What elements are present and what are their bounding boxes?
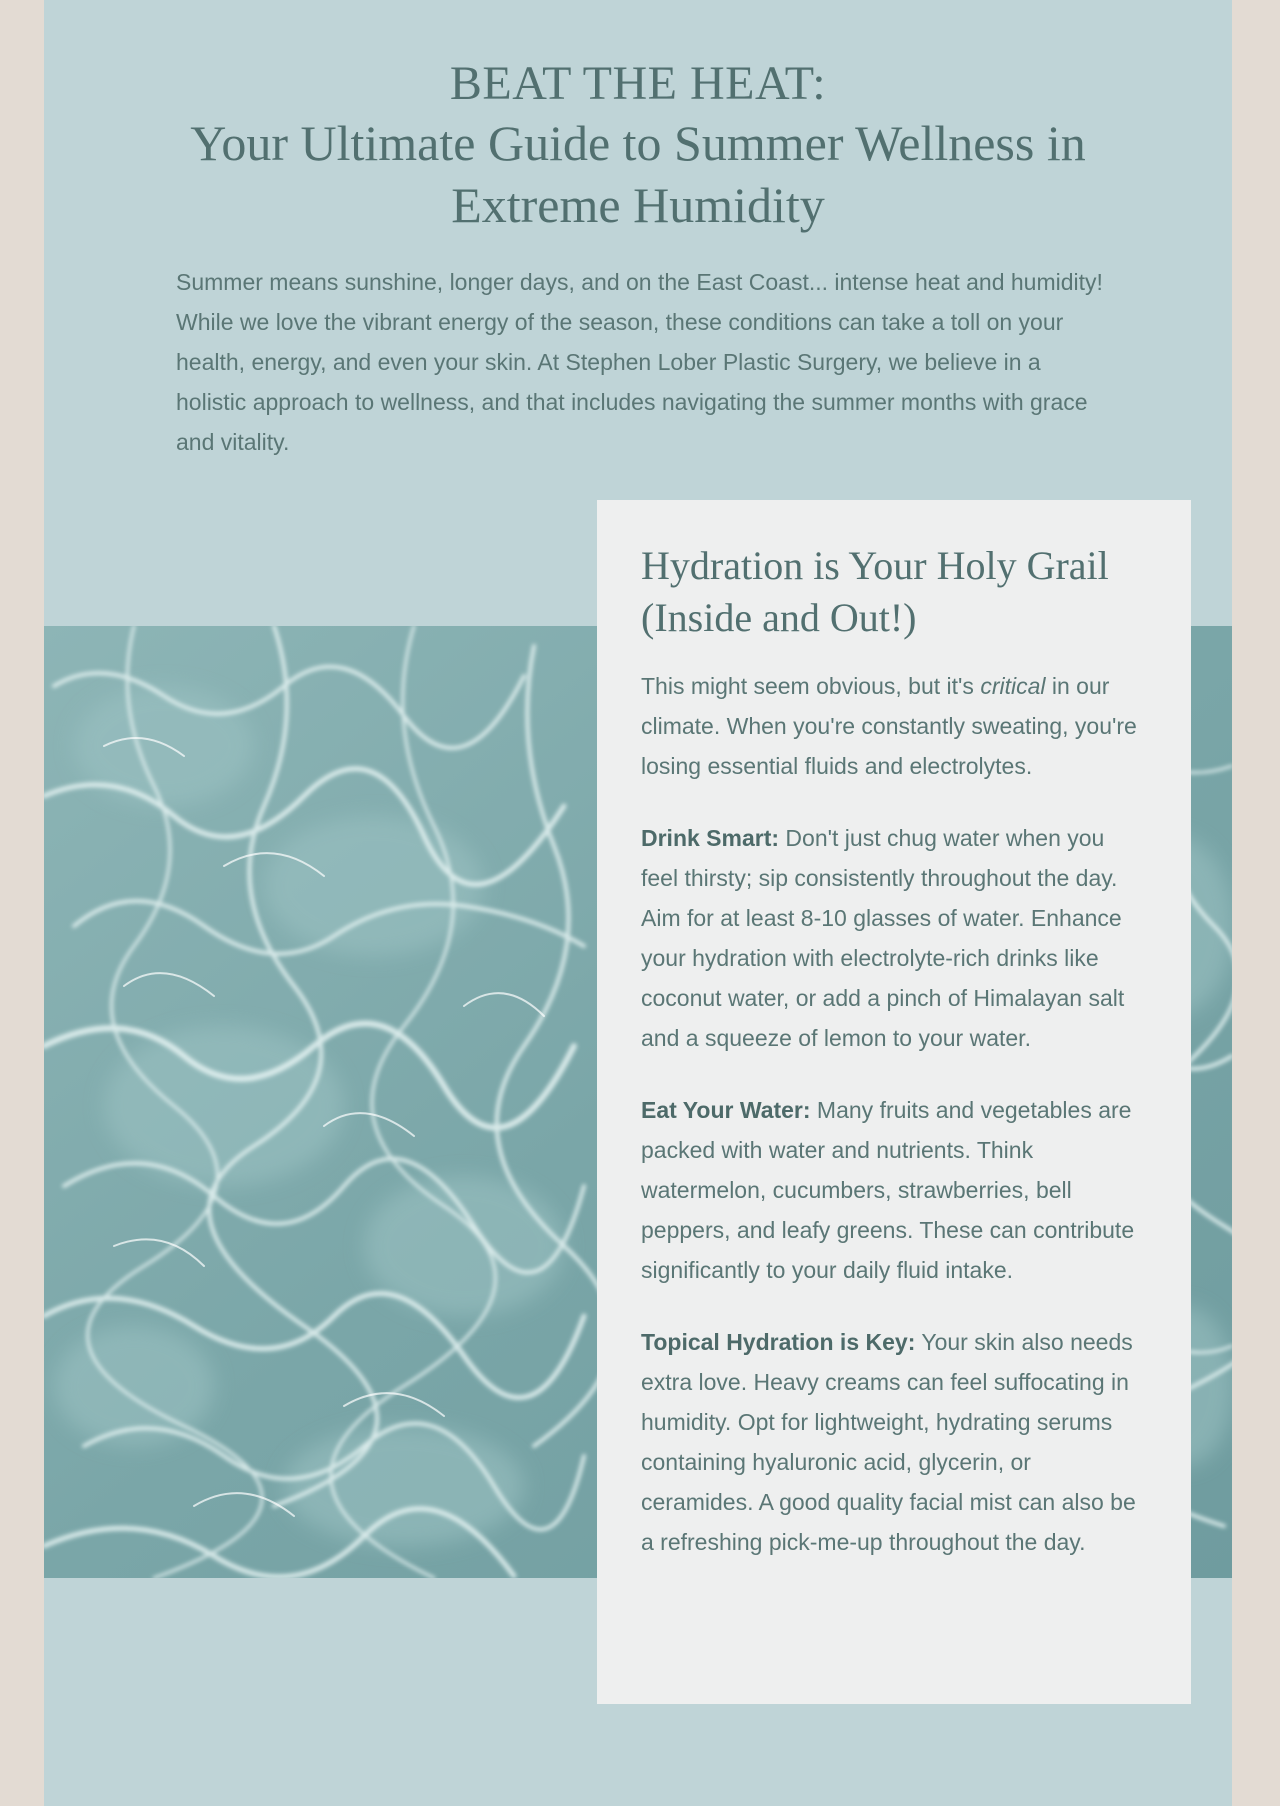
hydration-intro-before: This might seem obvious, but it's (641, 673, 981, 699)
tip-drink-smart (641, 818, 1147, 1058)
tip-topical-hydration (641, 1322, 1147, 1562)
intro-paragraph: Summer means sunshine, longer days, and on the East Coast... intense heat and humidity! While we love the vibrant energy of the season, these conditions can take a toll on your health, energy, and even your skin. At Stephen Lober Plastic Surgery, we believe in a holistic approach to wellness, and that includes navigating the summer months with grace and vitality. (176, 269, 1103, 455)
hydration-intro (641, 666, 1147, 786)
tip-label: Topical Hydration is Key: (641, 1329, 916, 1355)
hydration-heading: Hydration is Your Holy Grail (Inside and Out!) (641, 543, 1109, 640)
hydration-intro-emphasis: critical (980, 673, 1046, 699)
tip-label: Eat Your Water: (641, 1097, 811, 1123)
page-title: Your Ultimate Guide to Summer Wellness in Extreme Humidity (190, 115, 1086, 233)
hydration-card (597, 500, 1191, 1704)
tip-text: Many fruits and vegetables are packed with water and nutrients. Think watermelon, cucumbers, strawberries, bell peppers, and leafy greens. These can contribute significantly to your daily fluid intake. (641, 1097, 1135, 1283)
tip-text: Your skin also needs extra love. Heavy creams can feel suffocating in humidity. Opt for lightweight, hydrating serums containing hyaluronic acid, glycerin, or ceramides. A good quality facial mist can also be a refreshing pick-me-up throughout the day. (641, 1329, 1136, 1555)
hydration-intro-after: in our climate. When you're constantly sweating, you're losing essential fluids and electrolytes. (641, 673, 1137, 779)
page-kicker: BEAT THE HEAT: (449, 57, 827, 110)
header (44, 56, 1232, 236)
tip-eat-your-water (641, 1090, 1147, 1290)
tip-label: Drink Smart: (641, 825, 780, 851)
tip-text: Don't just chug water when you feel thirsty; sip consistently throughout the day. Aim for at least 8-10 glasses of water. Enhance your hydration with electrolyte-rich drinks like coconut water, or add a pinch of Himalayan salt and a squeeze of lemon to your water. (641, 825, 1125, 1051)
page (44, 0, 1232, 1806)
